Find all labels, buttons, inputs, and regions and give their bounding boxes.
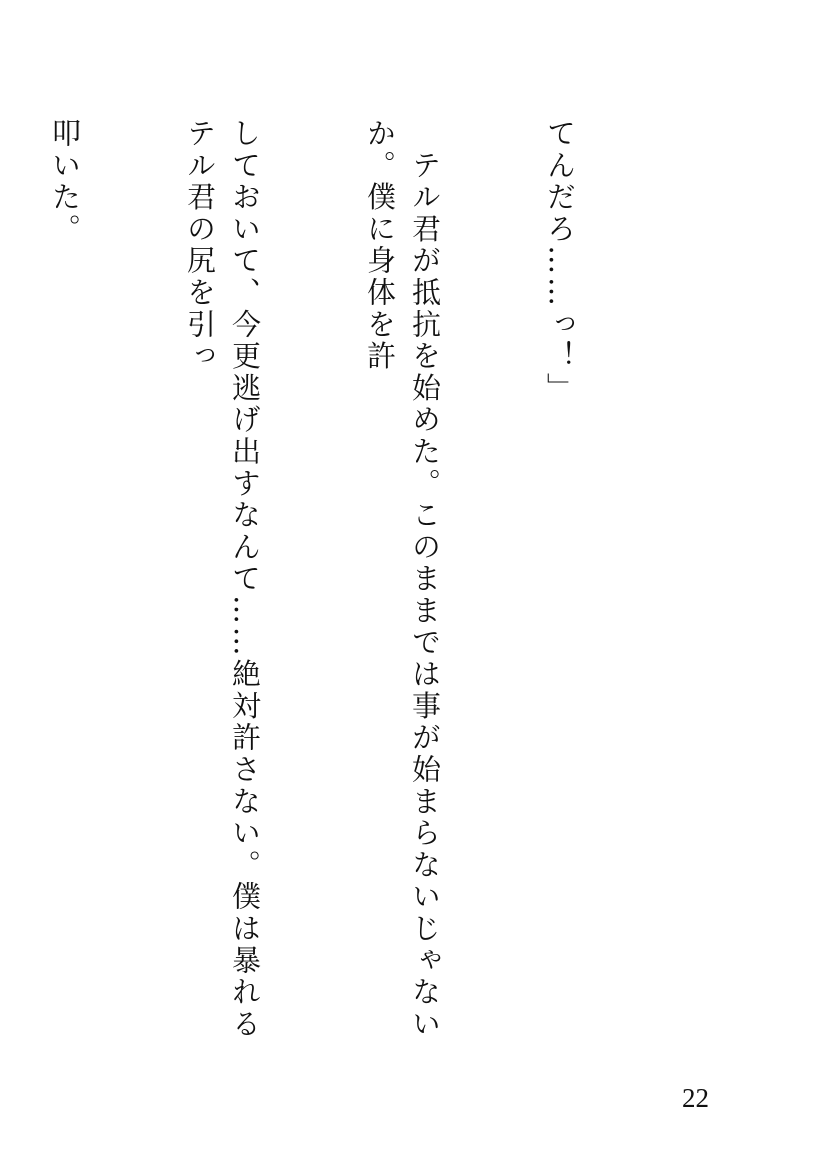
text-line: テル君が抵抗を始めた。このままでは事が始まらないじゃないか。僕に身体を許: [363, 118, 442, 1041]
text-line: 叩いた。: [48, 118, 82, 246]
text-line: てんだろ……っ！」: [543, 118, 577, 405]
text-line: しておいて、今更逃げ出すなんて……絶対許さない。僕は暴れるテル君の尻を引っ: [183, 118, 262, 1041]
vertical-text-block: [48, 118, 672, 1048]
page-number: 22: [682, 1083, 709, 1113]
